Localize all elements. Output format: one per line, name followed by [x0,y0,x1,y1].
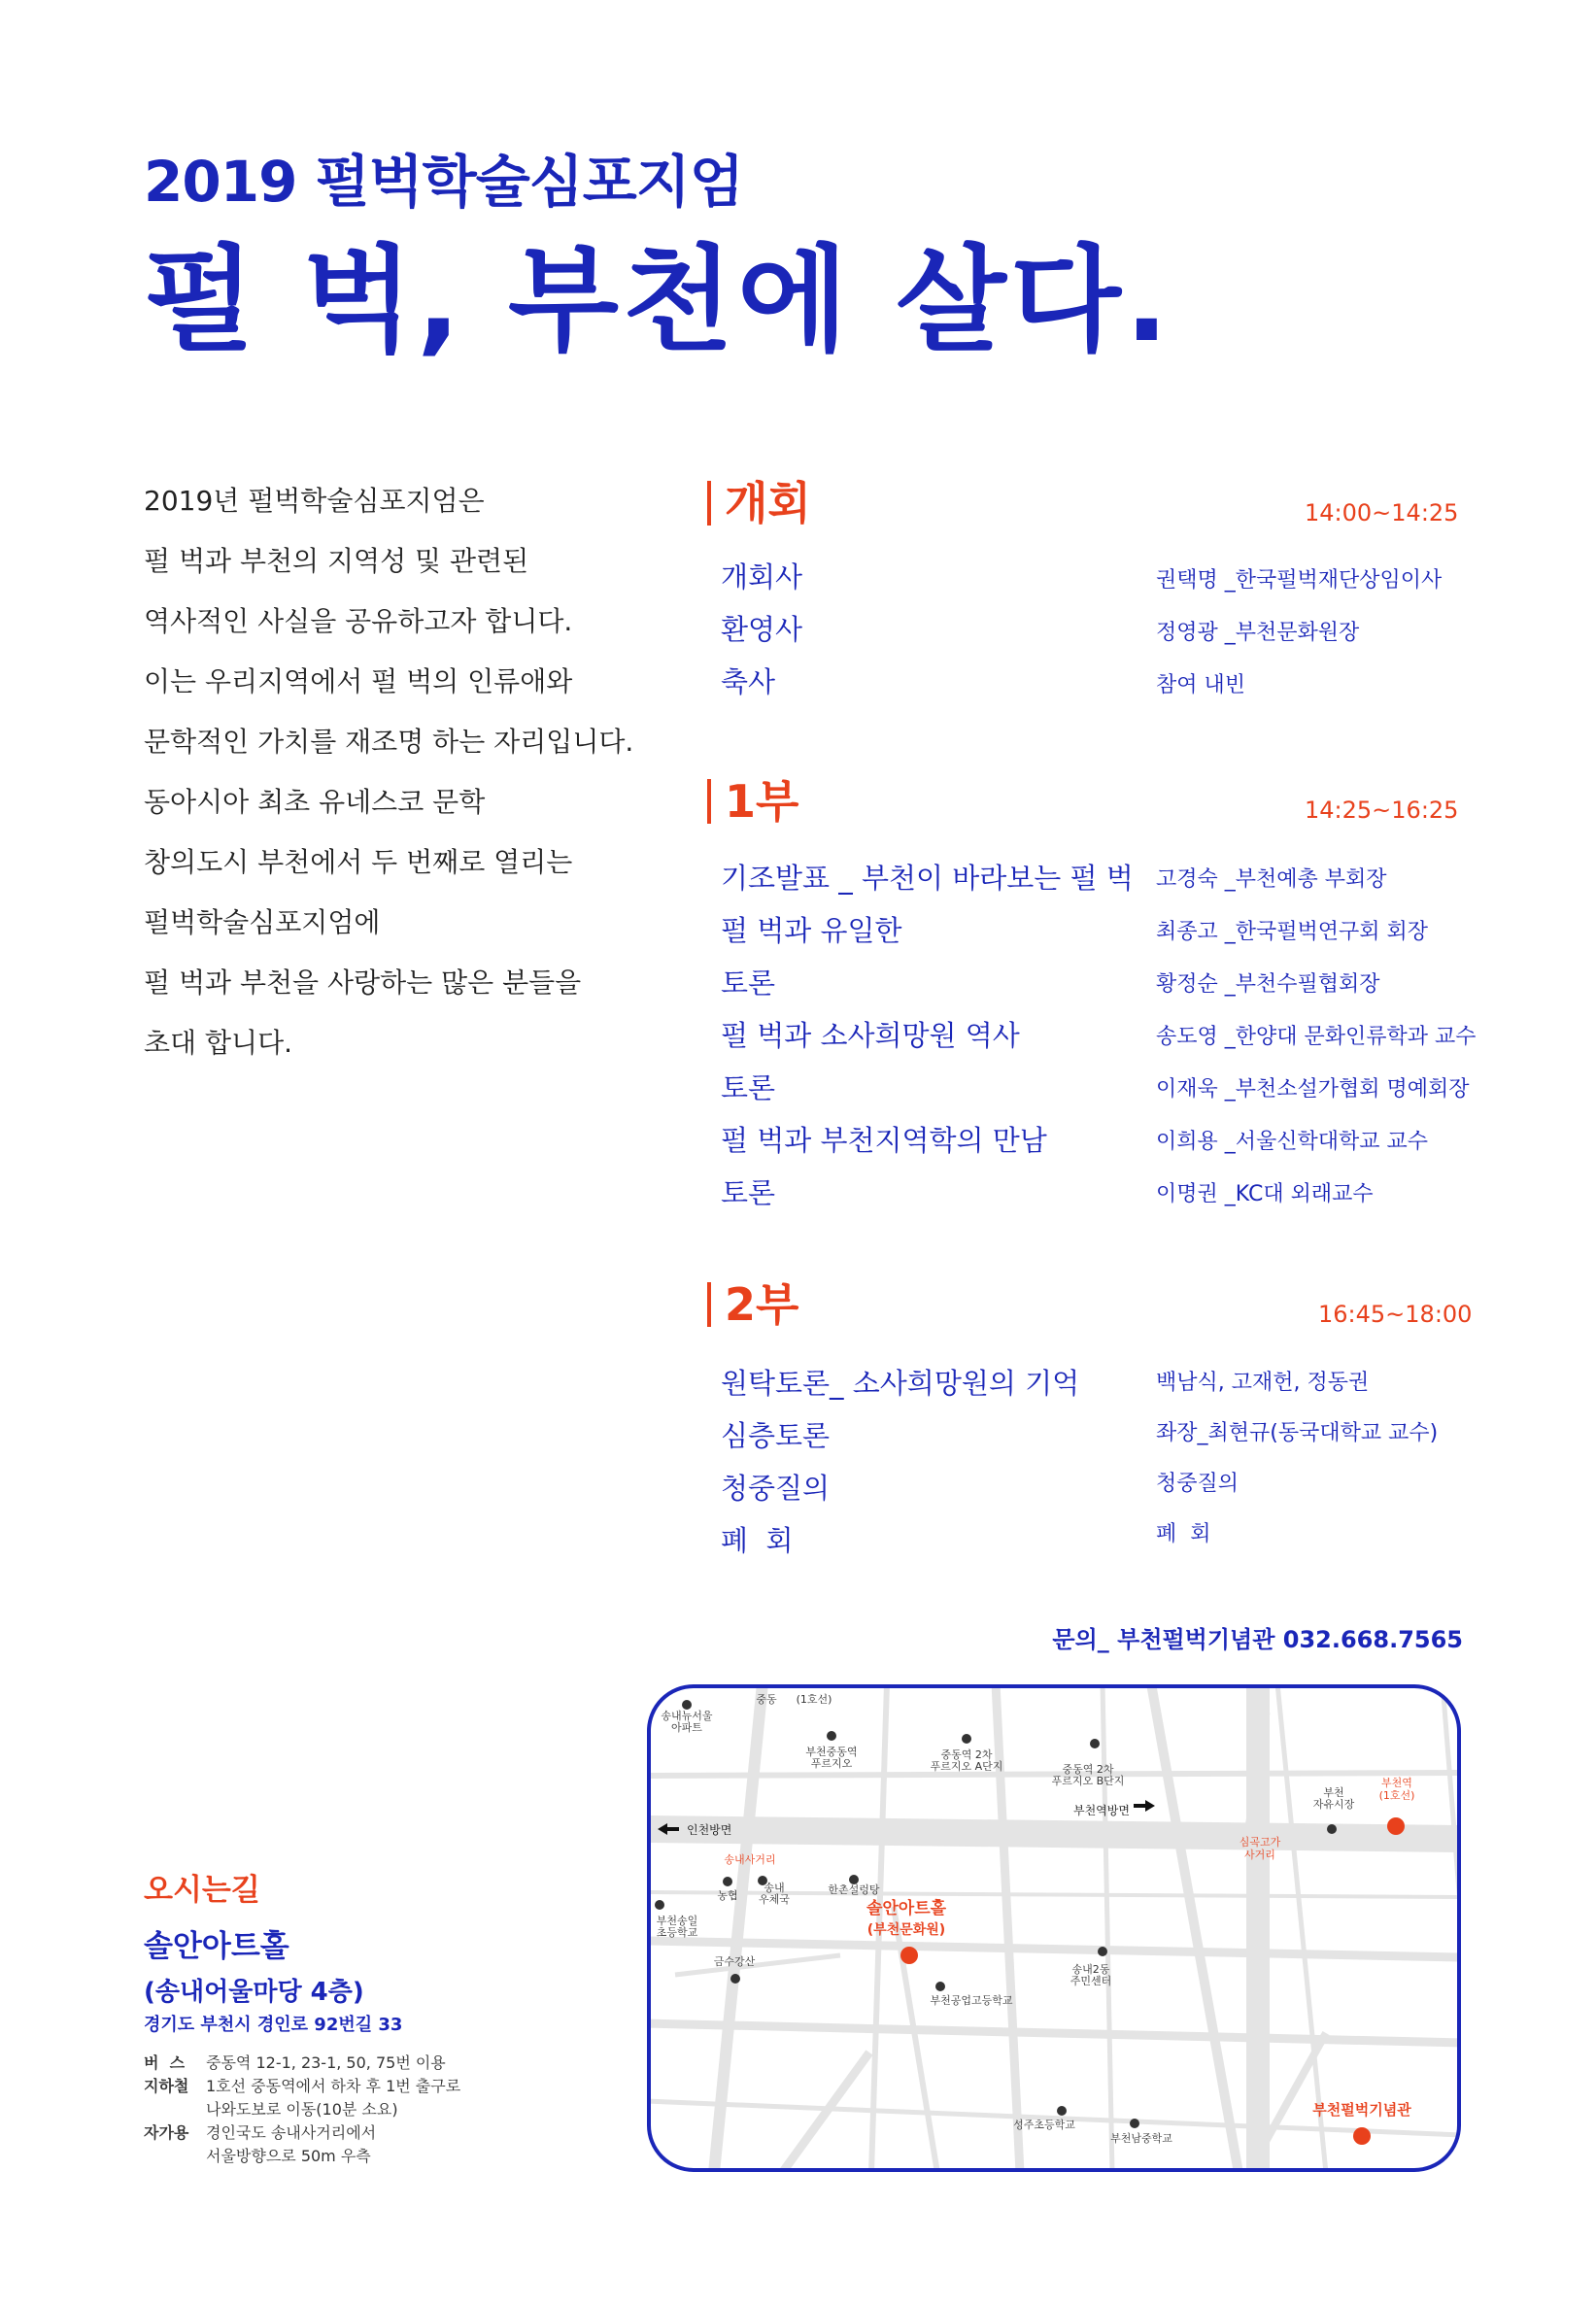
program-speaker: 고경숙 _부천예총 부회장 [1156,867,1387,892]
section-part2-time: 16:45~18:00 [1318,1301,1473,1328]
intro-line: 문학적인 가치를 재조명 하는 자리입니다. [144,726,634,758]
map-marker [1098,1947,1107,1956]
map-marker [723,1877,732,1886]
map-label: (1호선) [1378,1789,1415,1802]
map-label: 중동역 2차 [940,1748,993,1761]
program-item: 토론 [721,1176,776,1209]
section-opening-title: 개회 [707,481,811,526]
intro-line: 펄벅학술심포지엄에 [144,906,381,938]
map-marker [827,1731,836,1741]
map-label: 푸르지오 A단지 [930,1760,1003,1773]
contact-info: 문의_ 부천펄벅기념관 032.668.7565 [1052,1626,1463,1653]
map-marker [1057,2106,1067,2116]
program-speaker: 이희용 _서울신학대학교 교수 [1156,1130,1429,1154]
intro-line: 동아시아 최초 유네스코 문학 [144,786,486,818]
map-label: 인천방면 [687,1823,732,1837]
venue-address: 경기도 부천시 경인로 92번길 33 [144,2015,403,2035]
map-label: 송내2동 [1071,1963,1110,1976]
program-speaker: 참여 내빈 [1156,673,1246,697]
program-speaker: 황정순 _부천수필협회장 [1156,972,1380,997]
program-item: 토론 [721,967,776,1000]
program-item: 토론 [721,1071,776,1104]
program-item: 청중질의 [721,1472,831,1505]
program-item: 펄 벅과 소사희망원 역사 [721,1019,1020,1052]
intro-line: 펄 벅과 부천을 사랑하는 많은 분들을 [144,967,582,999]
section-part1-title: 1부 [707,779,798,824]
program-speaker: 이재욱 _부천소설가협회 명예회장 [1156,1077,1470,1102]
map-label: 자유시장 [1312,1798,1355,1811]
map-marker [1130,2119,1139,2128]
map-label: 사거리 [1244,1849,1275,1861]
map-label: 송내뉴서울 [661,1710,713,1722]
bucheon-station-marker [1387,1817,1405,1835]
venue-name: 솔안아트홀 [144,1929,289,1964]
map-label: 우체국 [759,1893,790,1906]
section-part1-time: 14:25~16:25 [1305,797,1459,824]
map-label: 중동역 2차 [1062,1763,1114,1776]
program-speaker: 백남식, 고재헌, 정동권 [1156,1371,1370,1395]
map-label: 심곡고가 [1239,1836,1281,1849]
transport-key: 지하철 [144,2077,189,2095]
map-venue-label: 솔안아트홀 [866,1899,947,1918]
location-map [646,1683,1462,2173]
program-speaker: 송도영 _한양대 문화인류학과 교수 [1156,1025,1477,1049]
program-item: 폐 회 [721,1524,794,1557]
intro-text [144,471,688,1073]
map-marker [935,1982,945,1991]
map-label: (1호선) [796,1693,832,1706]
map-label: 푸르지오 [810,1757,853,1770]
intro-line: 펄 벅과 부천의 지역성 및 관련된 [144,545,529,577]
map-roads [646,1683,1462,2173]
map-label: 부천 [1323,1786,1344,1799]
transport-desc: 중동역 12-1, 23-1, 50, 75번 이용 [206,2053,446,2072]
program-item: 개회사 [721,560,803,594]
map-label: 푸르지오 B단지 [1051,1775,1125,1787]
map-marker [682,1700,692,1710]
transport-desc: 1호선 중동역에서 하차 후 1번 출구로 [206,2077,461,2095]
program-speaker: 청중질의 [1156,1472,1239,1496]
transport-key: 버 스 [144,2053,186,2072]
map-museum-label: 부천펄벅기념관 [1312,2101,1411,2119]
directions-label: 오시는길 [144,1873,260,1908]
event-title: 펄 벅, 부천에 살다. [144,233,1172,367]
intro-line: 이는 우리지역에서 펄 벅의 인류애와 [144,665,573,697]
program-speaker: 최종고 _한국펄벅연구회 회장 [1156,920,1429,944]
map-label: 부천역 [1381,1777,1412,1789]
museum-marker [1353,2127,1371,2145]
program-item: 펄 벅과 부천지역학의 만남 [721,1124,1047,1157]
map-label: 부천중동역 [805,1746,858,1758]
section-opening-time: 14:00~14:25 [1305,499,1459,526]
event-subtitle: 2019 펄벅학술심포지엄 [144,149,743,215]
section-part2-title: 2부 [707,1282,798,1327]
transport-key: 자가용 [144,2123,189,2142]
program-item: 축사 [721,665,776,698]
transport-desc: 서울방향으로 50m 우측 [206,2147,371,2165]
intro-line: 2019년 펄벅학술심포지엄은 [144,485,485,517]
program-speaker: 권택명 _한국펄벅재단상임이사 [1156,568,1443,593]
map-label: 부천공업고등학교 [930,1994,1013,2007]
map-marker [1090,1739,1100,1748]
map-label: 아파트 [671,1721,702,1734]
program-item: 환영사 [721,613,803,646]
map-label: 부천송일 [656,1915,698,1927]
program-speaker: 폐 회 [1156,1522,1211,1546]
map-label: 한촌설렁탕 [828,1883,880,1896]
program-item: 심층토론 [721,1419,831,1452]
map-marker [730,1974,740,1984]
map-venue-sublabel: (부천문화원) [866,1922,946,1938]
transport-subway [144,2075,460,2121]
map-marker [1327,1824,1337,1834]
map-label: 부천남중학교 [1110,2132,1172,2145]
map-marker [962,1734,971,1744]
program-item: 기조발표 _ 부천이 바라보는 펄 벅 [721,862,1134,895]
transport-car [144,2121,376,2168]
map-marker [655,1900,664,1910]
program-item: 원탁토론_ 소사희망원의 기억 [721,1367,1080,1400]
map-label: 송내 [764,1882,785,1894]
map-label: 성주초등학교 [1013,2119,1075,2131]
intro-line: 역사적인 사실을 공유하고자 합니다. [144,605,573,637]
map-label: 송내사거리 [724,1853,776,1866]
intro-line: 창의도시 부천에서 두 번째로 열리는 [144,846,573,878]
transport-desc: 경인국도 송내사거리에서 [206,2123,377,2142]
map-label: 초등학교 [656,1926,698,1939]
venue-floor: (송내어울마당 4층) [144,1978,364,2007]
intro-line: 초대 합니다. [144,1027,293,1059]
program-speaker: 이명권 _KC대 외래교수 [1156,1182,1374,1206]
map-label: 부천역방면 [1073,1804,1130,1817]
map-label: 중동 [756,1693,777,1706]
map-label: 주민센터 [1070,1975,1112,1987]
map-label: 금수강산 [713,1955,756,1968]
program-speaker: 좌장_최현규(동국대학교 교수) [1156,1421,1439,1445]
venue-marker [900,1947,918,1964]
program-speaker: 정영광 _부천문화원장 [1156,621,1360,645]
program-item: 펄 벅과 유일한 [721,914,902,947]
map-label: 농협 [717,1889,738,1902]
transport-desc: 나와도보로 이동(10분 소요) [206,2100,398,2119]
transport-bus [144,2052,446,2075]
